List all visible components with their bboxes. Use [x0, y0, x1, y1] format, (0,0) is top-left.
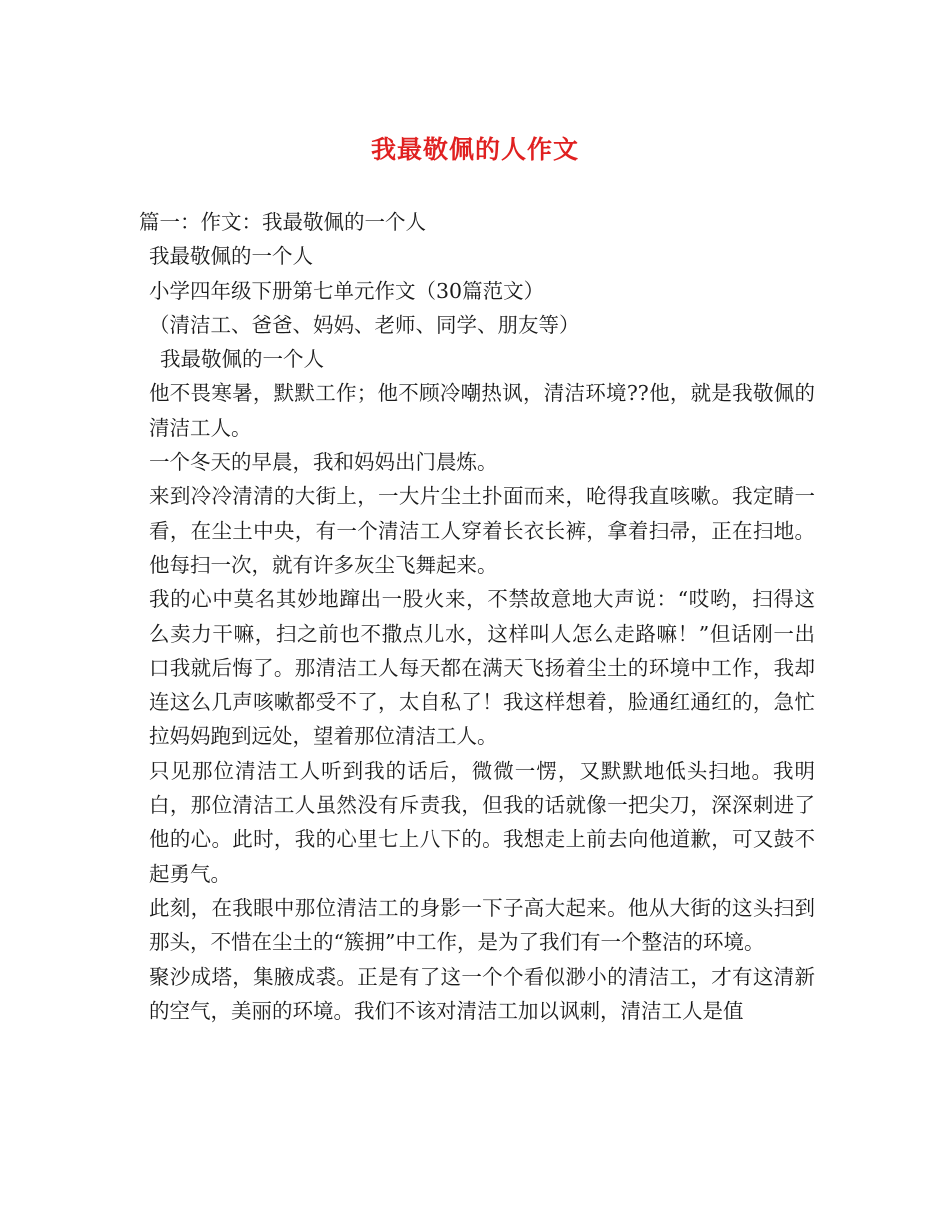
paragraph: 我的心中莫名其妙地蹿出一股火来，不禁故意地大声说：“哎哟，扫得这么卖力干嘛，扫之前也不撒点儿水，这样叫人怎么走路嘛！”但话刚一出口我就后悔了。那清洁工人每天都在满天飞扬着尘土的环境中工作，我却连这么几声咳嗽都受不了，太自私了！我这样想着，脸通红通红的，急忙拉妈妈跑到远处，望着那位清洁工人。	[149, 587, 815, 749]
section-heading: 篇一：作文：我最敬佩的一个人	[139, 210, 426, 234]
essay-title-line: 我最敬佩的一个人	[160, 347, 324, 372]
paragraph: 他不畏寒暑，默默工作；他不顾冷嘲热讽，清洁环境??他，就是我敬佩的清洁工人。	[149, 381, 815, 440]
paragraph: 聚沙成塔，集腋成裘。正是有了这一个个看似渺小的清洁工，才有这清新的空气，美丽的环境。我们不该对清洁工加以讽刺，清洁工人是值	[149, 964, 815, 1023]
paragraph: 来到冷冷清清的大街上，一大片尘土扑面而来，呛得我直咳嗽。我定睛一看，在尘土中央，有一个清洁工人穿着长衣长裤，拿着扫帚，正在扫地。他每扫一次，就有许多灰尘飞舞起来。	[149, 484, 815, 577]
paragraph: 一个冬天的早晨，我和妈妈出门晨炼。	[149, 450, 498, 475]
subtitle-line: 我最敬佩的一个人	[149, 244, 313, 269]
document-body	[139, 205, 815, 1028]
subtitle-line: 小学四年级下册第七单元作文（30篇范文）	[149, 278, 545, 303]
paragraph: 只见那位清洁工人听到我的话后，微微一愣，又默默地低头扫地。我明白，那位清洁工人虽然没有斥责我，但我的话就像一把尖刀，深深刺进了他的心。此时，我的心里七上八下的。我想走上前去向他道歉，可又鼓不起勇气。	[149, 758, 815, 886]
paragraph: 此刻，在我眼中那位清洁工的身影一下子高大起来。他从大街的这头扫到那头，不惜在尘土的“簇拥”中工作，是为了我们有一个整洁的环境。	[149, 895, 815, 955]
subtitle-line: （清洁工、爸爸、妈妈、老师、同学、朋友等）	[149, 312, 580, 337]
document-title: 我最敬佩的人作文	[370, 135, 579, 164]
